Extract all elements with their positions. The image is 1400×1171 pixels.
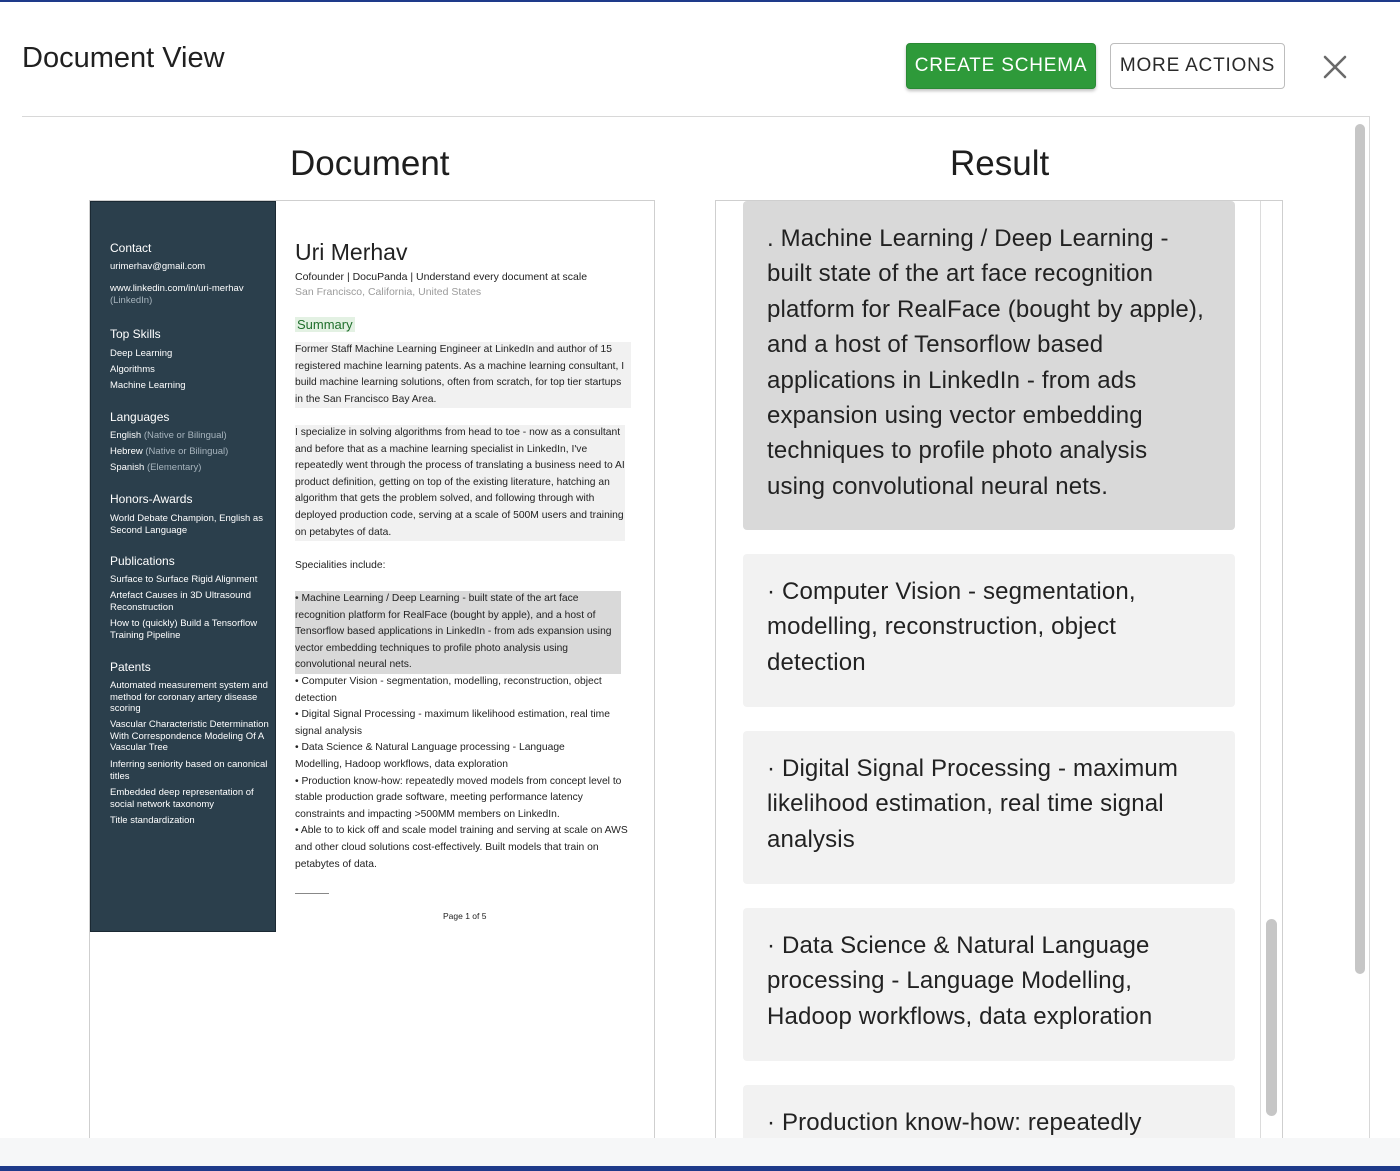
publication-item: Artefact Causes in 3D Ultrasound Reconstruction [110,590,251,613]
footer-rule [295,893,329,894]
skill-item: Algorithms [110,364,155,375]
result-panel[interactable] [715,200,1283,1140]
resume-sidebar [90,201,276,932]
contact-linkedin-note: (LinkedIn) [110,295,153,306]
patents-heading: Patents [110,660,151,674]
skill-item: Deep Learning [110,348,173,359]
resume-location: San Francisco, California, United States [295,286,482,298]
contact-linkedin: www.linkedin.com/in/uri-merhav [110,283,244,294]
specialities-list [295,591,631,873]
panel-border [1369,116,1370,1140]
publication-item: How to (quickly) Build a Tensorflow Training Pipeline [110,618,258,641]
speciality-item: • Computer Vision - segmentation, modelling, reconstruction, object detection [295,675,602,704]
page-number: Page 1 of 5 [443,911,487,921]
contact-heading: Contact [110,241,152,255]
contact-email: urimerhav@gmail.com [110,261,206,272]
speciality-item: • Able to to kick off and scale model training and serving at scale on AWS and other cloud solutions cost-effectively. Built models that train on petabytes of data. [295,825,628,870]
create-schema-button[interactable]: CREATE SCHEMA [906,43,1096,89]
close-icon[interactable] [1318,50,1352,84]
honor-item: World Debate Champion, English as Second Language [110,513,263,536]
summary-paragraph: I specialize in solving algorithms from head to toe - now as a consultant and before that as a machine learning specialist in LinkedIn, I've repeatedly went through the process of translating a business need to AI product definition, getting on top of the existing literature, hatching an algorithm that gets the problem solved, and following through with deployed production code, serving at a scale of 500M users and training on petabytes of data. [295,425,625,541]
document-heading: Document [290,144,450,183]
patent-item: Embedded deep representation of social network taxonomy [110,787,254,810]
result-card[interactable]: . Machine Learning / Deep Learning - built state of the art face recognition platform for RealFace (bought by apple), and a host of Tensorflow based applications in LinkedIn - from ads expansion using vector embedding techniques to profile photo analysis using convolutional neural nets. [743,201,1235,530]
bottom-accent-line [0,1166,1400,1171]
summary-paragraph: Former Staff Machine Learning Engineer at LinkedIn and author of 15 registered machine learning patents. As a machine learning consultant, I build machine learning solutions, often from scratch, for top tier startups in the San Francisco Bay Area. [295,342,631,408]
specialities-label: Specialities include: [295,560,386,571]
result-scrollbar-thumb[interactable] [1266,919,1277,1116]
patent-item: Title standardization [110,815,195,826]
publications-heading: Publications [110,554,175,568]
page-scrollbar-thumb[interactable] [1355,124,1365,974]
result-card[interactable]: · Digital Signal Processing - maximum likelihood estimation, real time signal analysis [743,731,1235,884]
result-card[interactable]: · Computer Vision - segmentation, modelling, reconstruction, object detection [743,554,1235,707]
patent-item: Automated measurement system and method for coronary artery disease scoring [110,680,268,714]
resume-headline: Cofounder | DocuPanda | Understand every document at scale [295,271,588,283]
skill-item: Machine Learning [110,380,186,391]
page-title: Document View [22,42,225,74]
language-item: Hebrew (Native or Bilingual) [110,446,229,457]
result-card[interactable]: · Production know-how: repeatedly [743,1085,1235,1140]
result-heading: Result [950,144,1050,183]
speciality-item: • Production know-how: repeatedly moved models from concept level to stable production grade software, meeting performance latency constraints and impacting >500MM members on LinkedIn. [295,775,622,820]
language-item: English (Native or Bilingual) [110,430,227,441]
speciality-item: • Data Science & Natural Language processing - Language Modelling, Hadoop workflows, data exploration [295,742,565,770]
speciality-item: • Machine Learning / Deep Learning - built state of the art face recognition platform for RealFace (bought by apple), and a host of Tensorflow based applications in LinkedIn - from ads expansion using vector embedding techniques to profile photo analysis using convolutional neural nets. [295,591,621,674]
publication-item: Surface to Surface Rigid Alignment [110,574,258,585]
patent-item: Inferring seniority based on canonical titles [110,759,268,782]
speciality-item: • Digital Signal Processing - maximum likelihood estimation, real time signal analysis [295,709,610,737]
language-item: Spanish (Elementary) [110,462,202,473]
document-preview[interactable] [89,200,655,1140]
honors-heading: Honors-Awards [110,492,193,506]
languages-heading: Languages [110,410,170,424]
header-divider [22,116,1370,117]
skills-heading: Top Skills [110,327,161,341]
result-card[interactable]: · Data Science & Natural Language processing - Language Modelling, Hadoop workflows, data exploration [743,908,1235,1061]
more-actions-button[interactable]: MORE ACTIONS [1110,43,1285,89]
bottom-bar [0,1138,1400,1166]
top-accent-line [0,0,1400,2]
page-scrollbar[interactable] [1353,120,1367,1140]
summary-heading: Summary [297,317,353,332]
result-scroll-track [1260,201,1261,1140]
patent-item: Vascular Characteristic Determination With Correspondence Modeling Of A Vascular Tree [110,719,269,753]
resume-name: Uri Merhav [295,239,408,265]
